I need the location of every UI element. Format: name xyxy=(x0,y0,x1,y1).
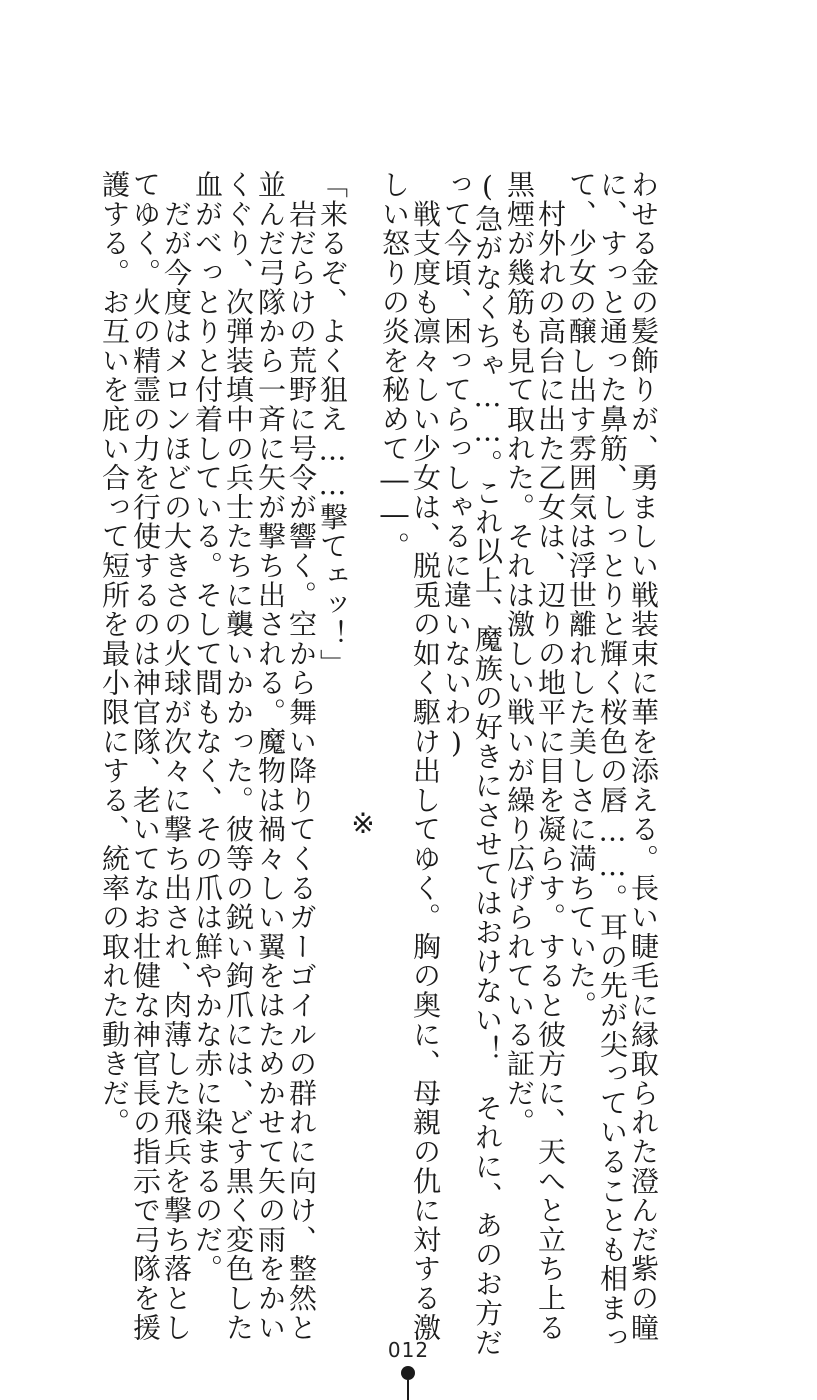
text-line: 「来るぞ、よく狙え……撃てェッ！」 xyxy=(316,170,349,679)
text-line: 戦支度も凛々しい少女は、脱兎の如く駆け出してゆく。胸の奥に、母親の仇に対する激 xyxy=(409,170,442,1342)
text-line: てゆく。火の精霊の力を行使するのは神官隊、老いてなお壮健な神官長の指示で弓隊を援 xyxy=(129,170,162,1342)
text-line: (急がなくちゃ……。これ以上、魔族の好きにさせてはおけない！ それに、あのお方だ xyxy=(471,170,504,1357)
text-line: 黒煙が幾筋も見て取れた。それは激しい戦いが繰り広げられている証だ。 xyxy=(503,170,536,1137)
text-line: しい怒りの炎を秘めて――。 xyxy=(378,170,411,561)
section-break-marker: ※ xyxy=(351,807,375,840)
page-ornament-icon xyxy=(401,1366,415,1400)
text-line: だが今度はメロンほどの大きさの火球が次々に撃ち出され、肉薄した飛兵を撃ち落とし xyxy=(160,170,193,1342)
text-line: 護する。お互いを庇い合って短所を最小限にする、統率の取れた動きだ。 xyxy=(98,170,131,1137)
page-number: 012 xyxy=(387,1338,430,1362)
text-line: 岩だらけの荒野に号令が響く。空から舞い降りてくるガーゴイルの群れに向け、整然と xyxy=(285,170,318,1342)
text-line: 村外れの高台に出た乙女は、辺りの地平に目を凝らす。すると彼方に、天へと立ち上る xyxy=(534,170,567,1342)
text-line: 血がべっとりと付着している。そして間もなく、その爪は鮮やかな赤に染まるのだ。 xyxy=(191,170,224,1284)
text-line: くぐり、次弾装填中の兵士たちに襲いかかった。彼等の鋭い鉤爪には、どす黒く変色した xyxy=(222,170,255,1342)
text-line: って今頃、困ってらっしゃるに違いないわ) xyxy=(440,170,473,761)
ornament-dot xyxy=(401,1366,415,1380)
text-line: 並んだ弓隊から一斉に矢が撃ち出される。魔物は禍々しい翼をはためかせて矢の雨をかい xyxy=(254,170,287,1342)
text-line: に、すっと通った鼻筋、しっとりと輝く桜色の唇……。耳の先が尖っていることも相まっ xyxy=(596,170,629,1352)
text-line: て、少女の醸し出す雰囲気は浮世離れした美しさに満ちていた。 xyxy=(565,170,598,1020)
ornament-line xyxy=(407,1380,409,1400)
text-line: わせる金の髪飾りが、勇ましい戦装束に華を添える。長い睫毛に縁取られた澄んだ紫の瞳 xyxy=(627,170,660,1342)
